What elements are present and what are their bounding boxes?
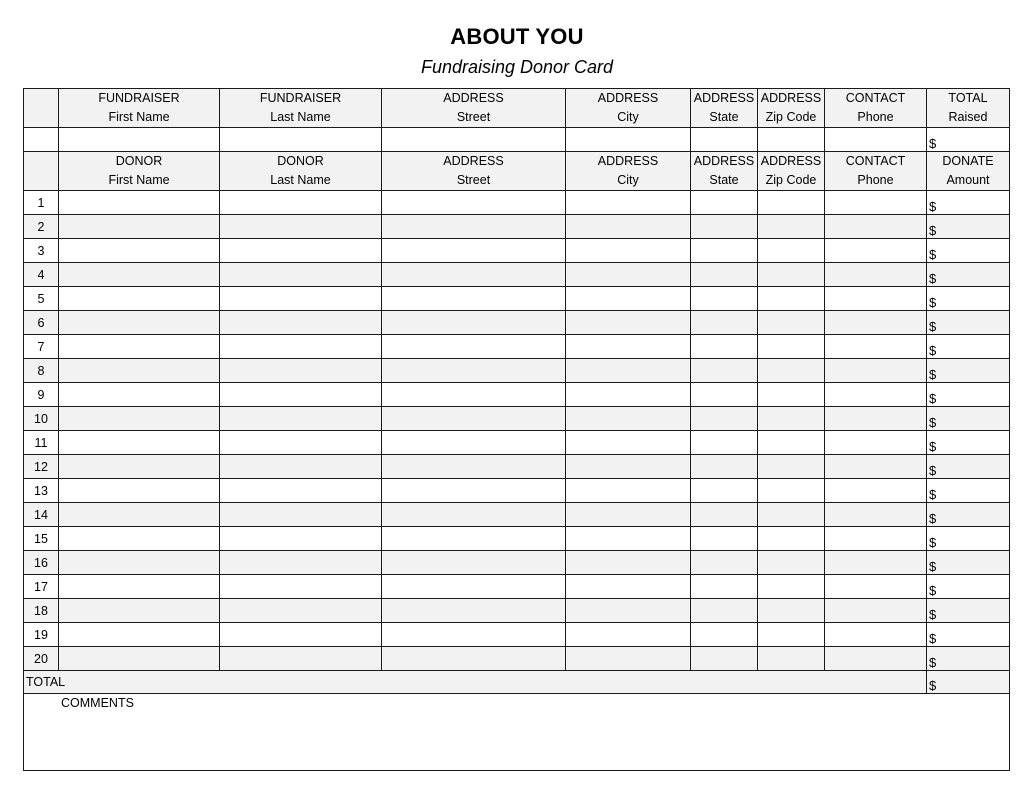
donor-last-name-field[interactable]	[220, 479, 382, 503]
fundraiser-zip-field[interactable]	[758, 128, 825, 152]
donate-amount-field[interactable]: $	[927, 479, 1010, 503]
donor-street-header: ADDRESS Street	[382, 152, 566, 191]
donor-street-field[interactable]	[382, 527, 566, 551]
donor-street-field[interactable]	[382, 431, 566, 455]
donor-street-field[interactable]	[382, 239, 566, 263]
donor-state-field[interactable]	[691, 287, 758, 311]
donor-phone-field[interactable]	[825, 359, 927, 383]
row-number: 2	[24, 215, 59, 239]
fundraiser-phone-header: CONTACT Phone	[825, 89, 927, 128]
row-number: 13	[24, 479, 59, 503]
donor-street-field[interactable]	[382, 383, 566, 407]
donor-phone-field[interactable]	[825, 263, 927, 287]
donor-zip-field[interactable]	[758, 575, 825, 599]
donor-street-field[interactable]	[382, 287, 566, 311]
donor-phone-field[interactable]	[825, 215, 927, 239]
fundraiser-total-raised-field[interactable]: $	[927, 128, 1010, 152]
donor-last-name-field[interactable]	[220, 263, 382, 287]
donor-street-field[interactable]	[382, 263, 566, 287]
donor-street-field[interactable]	[382, 503, 566, 527]
donor-state-field[interactable]	[691, 479, 758, 503]
donor-first-name-field[interactable]	[59, 647, 220, 671]
donor-first-name-field[interactable]	[59, 383, 220, 407]
donor-last-name-field[interactable]	[220, 383, 382, 407]
fundraiser-state-header: ADDRESS State	[691, 89, 758, 128]
donor-city-field[interactable]	[566, 599, 691, 623]
fundraiser-state-field[interactable]	[691, 128, 758, 152]
row-number: 19	[24, 623, 59, 647]
donor-street-field[interactable]	[382, 575, 566, 599]
donor-first-name-field[interactable]	[59, 479, 220, 503]
donor-city-field[interactable]	[566, 215, 691, 239]
donor-zip-field[interactable]	[758, 551, 825, 575]
donate-amount-field[interactable]: $	[927, 455, 1010, 479]
donor-first-name-field[interactable]	[59, 287, 220, 311]
donor-state-field[interactable]	[691, 215, 758, 239]
donor-phone-field[interactable]	[825, 599, 927, 623]
fundraiser-last-name-field[interactable]	[220, 128, 382, 152]
fundraiser-street-field[interactable]	[382, 128, 566, 152]
table-row	[24, 311, 1010, 335]
donor-city-field[interactable]	[566, 383, 691, 407]
comments-row	[24, 694, 1010, 771]
donor-last-name-field[interactable]	[220, 239, 382, 263]
donor-street-field[interactable]	[382, 479, 566, 503]
donor-state-header: ADDRESS State	[691, 152, 758, 191]
donate-amount-field[interactable]: $	[927, 527, 1010, 551]
row-number: 7	[24, 335, 59, 359]
donor-first-name-field[interactable]	[59, 215, 220, 239]
donor-first-name-field[interactable]	[59, 431, 220, 455]
donor-last-name-field[interactable]	[220, 191, 382, 215]
donate-amount-field[interactable]: $	[927, 191, 1010, 215]
donor-first-name-field[interactable]	[59, 335, 220, 359]
donor-city-field[interactable]	[566, 575, 691, 599]
donate-amount-field[interactable]: $	[927, 383, 1010, 407]
donor-state-field[interactable]	[691, 359, 758, 383]
donor-phone-header: CONTACT Phone	[825, 152, 927, 191]
donor-zip-field[interactable]	[758, 407, 825, 431]
donor-header-row	[24, 152, 1010, 191]
donor-last-name-field[interactable]	[220, 623, 382, 647]
donate-amount-field[interactable]: $	[927, 503, 1010, 527]
donor-last-name-field[interactable]	[220, 287, 382, 311]
donor-phone-field[interactable]	[825, 503, 927, 527]
table-row	[24, 527, 1010, 551]
donor-last-name-field[interactable]	[220, 575, 382, 599]
donor-city-field[interactable]	[566, 431, 691, 455]
total-amount-field[interactable]: $	[927, 671, 1010, 694]
table-row	[24, 407, 1010, 431]
donor-zip-field[interactable]	[758, 239, 825, 263]
donor-state-field[interactable]	[691, 551, 758, 575]
fundraiser-entry-blank	[24, 128, 59, 152]
row-number: 14	[24, 503, 59, 527]
donor-city-field[interactable]	[566, 455, 691, 479]
donor-city-field[interactable]	[566, 407, 691, 431]
donor-phone-field[interactable]	[825, 383, 927, 407]
table-row	[24, 359, 1010, 383]
fundraiser-phone-field[interactable]	[825, 128, 927, 152]
donor-city-field[interactable]	[566, 191, 691, 215]
donor-first-name-field[interactable]	[59, 239, 220, 263]
fundraiser-city-field[interactable]	[566, 128, 691, 152]
donor-first-name-field[interactable]	[59, 551, 220, 575]
donor-last-name-field[interactable]	[220, 599, 382, 623]
donor-zip-field[interactable]	[758, 455, 825, 479]
donor-first-name-field[interactable]	[59, 359, 220, 383]
donor-zip-field[interactable]	[758, 527, 825, 551]
donor-street-field[interactable]	[382, 335, 566, 359]
donate-amount-field[interactable]: $	[927, 311, 1010, 335]
donor-phone-field[interactable]	[825, 287, 927, 311]
donor-state-field[interactable]	[691, 191, 758, 215]
donor-first-name-field[interactable]	[59, 599, 220, 623]
donor-header-blank-cell	[24, 152, 59, 191]
donor-last-name-field[interactable]	[220, 311, 382, 335]
fundraiser-first-name-header: FUNDRAISER First Name	[59, 89, 220, 128]
donate-amount-field[interactable]: $	[927, 407, 1010, 431]
donor-city-field[interactable]	[566, 335, 691, 359]
donor-city-field[interactable]	[566, 287, 691, 311]
row-number: 18	[24, 599, 59, 623]
donor-city-field[interactable]	[566, 551, 691, 575]
donate-amount-field[interactable]: $	[927, 623, 1010, 647]
row-number: 17	[24, 575, 59, 599]
row-number: 11	[24, 431, 59, 455]
row-number: 8	[24, 359, 59, 383]
donor-street-field[interactable]	[382, 311, 566, 335]
donor-zip-field[interactable]	[758, 215, 825, 239]
donor-city-field[interactable]	[566, 479, 691, 503]
donor-city-field[interactable]	[566, 359, 691, 383]
donor-first-name-field[interactable]	[59, 503, 220, 527]
row-number: 1	[24, 191, 59, 215]
donor-first-name-field[interactable]	[59, 263, 220, 287]
donor-city-field[interactable]	[566, 527, 691, 551]
fundraiser-total-raised-header: TOTAL Raised	[927, 89, 1010, 128]
donor-city-header: ADDRESS City	[566, 152, 691, 191]
table-row	[24, 431, 1010, 455]
donor-first-name-header: DONOR First Name	[59, 152, 220, 191]
donor-state-field[interactable]	[691, 407, 758, 431]
donor-city-field[interactable]	[566, 239, 691, 263]
table-row	[24, 263, 1010, 287]
donate-amount-field[interactable]: $	[927, 575, 1010, 599]
donor-first-name-field[interactable]	[59, 455, 220, 479]
donor-state-field[interactable]	[691, 455, 758, 479]
header-blank-cell	[24, 89, 59, 128]
donor-state-field[interactable]	[691, 503, 758, 527]
donor-state-field[interactable]	[691, 647, 758, 671]
donor-phone-field[interactable]	[825, 191, 927, 215]
donor-last-name-field[interactable]	[220, 527, 382, 551]
donor-street-field[interactable]	[382, 551, 566, 575]
row-number: 12	[24, 455, 59, 479]
row-number: 6	[24, 311, 59, 335]
donor-phone-field[interactable]	[825, 335, 927, 359]
donate-amount-field[interactable]: $	[927, 215, 1010, 239]
fundraiser-header-row	[24, 89, 1010, 128]
donor-state-field[interactable]	[691, 383, 758, 407]
donor-last-name-field[interactable]	[220, 215, 382, 239]
donor-street-field[interactable]	[382, 599, 566, 623]
donor-first-name-field[interactable]	[59, 575, 220, 599]
donor-zip-field[interactable]	[758, 311, 825, 335]
comments-label: COMMENTS	[61, 696, 134, 710]
donor-state-field[interactable]	[691, 335, 758, 359]
fundraiser-zip-header: ADDRESS Zip Code	[758, 89, 825, 128]
row-number: 3	[24, 239, 59, 263]
donor-zip-field[interactable]	[758, 503, 825, 527]
donor-first-name-field[interactable]	[59, 311, 220, 335]
donate-amount-field[interactable]: $	[927, 359, 1010, 383]
donor-city-field[interactable]	[566, 503, 691, 527]
fundraiser-entry-row	[24, 128, 1010, 152]
donate-amount-field[interactable]: $	[927, 431, 1010, 455]
donate-amount-header: DONATE Amount	[927, 152, 1010, 191]
donor-zip-field[interactable]	[758, 191, 825, 215]
row-number: 20	[24, 647, 59, 671]
donor-state-field[interactable]	[691, 599, 758, 623]
donor-street-field[interactable]	[382, 359, 566, 383]
table-row	[24, 575, 1010, 599]
table-row	[24, 503, 1010, 527]
donor-state-field[interactable]	[691, 311, 758, 335]
donor-last-name-field[interactable]	[220, 431, 382, 455]
row-number: 16	[24, 551, 59, 575]
donate-amount-field[interactable]: $	[927, 599, 1010, 623]
donor-state-field[interactable]	[691, 575, 758, 599]
table-row	[24, 287, 1010, 311]
donor-zip-field[interactable]	[758, 623, 825, 647]
donor-zip-field[interactable]	[758, 647, 825, 671]
comments-field[interactable]	[24, 694, 1010, 771]
table-row	[24, 455, 1010, 479]
table-row	[24, 239, 1010, 263]
donor-zip-field[interactable]	[758, 383, 825, 407]
donor-last-name-field[interactable]	[220, 647, 382, 671]
table-row	[24, 383, 1010, 407]
donor-street-field[interactable]	[382, 623, 566, 647]
page-title: ABOUT YOU	[450, 24, 584, 49]
donor-phone-field[interactable]	[825, 479, 927, 503]
donor-last-name-field[interactable]	[220, 335, 382, 359]
donate-amount-field[interactable]: $	[927, 647, 1010, 671]
table-row	[24, 215, 1010, 239]
donor-state-field[interactable]	[691, 623, 758, 647]
table-row	[24, 335, 1010, 359]
donor-zip-field[interactable]	[758, 359, 825, 383]
table-row	[24, 623, 1010, 647]
row-number: 5	[24, 287, 59, 311]
donor-phone-field[interactable]	[825, 527, 927, 551]
donor-first-name-field[interactable]	[59, 407, 220, 431]
donor-phone-field[interactable]	[825, 455, 927, 479]
donor-last-name-header: DONOR Last Name	[220, 152, 382, 191]
donor-phone-field[interactable]	[825, 431, 927, 455]
donate-amount-field[interactable]: $	[927, 239, 1010, 263]
row-number: 9	[24, 383, 59, 407]
fundraiser-first-name-field[interactable]	[59, 128, 220, 152]
donor-phone-field[interactable]	[825, 311, 927, 335]
total-label: TOTAL	[24, 671, 927, 694]
table-row	[24, 551, 1010, 575]
donor-street-field[interactable]	[382, 647, 566, 671]
donor-zip-field[interactable]	[758, 263, 825, 287]
donor-phone-field[interactable]	[825, 647, 927, 671]
donor-first-name-field[interactable]	[59, 527, 220, 551]
donor-phone-field[interactable]	[825, 575, 927, 599]
donor-city-field[interactable]	[566, 623, 691, 647]
table-row	[24, 599, 1010, 623]
fundraiser-city-header: ADDRESS City	[566, 89, 691, 128]
donor-zip-field[interactable]	[758, 479, 825, 503]
donor-phone-field[interactable]	[825, 551, 927, 575]
donor-zip-header: ADDRESS Zip Code	[758, 152, 825, 191]
total-row	[24, 671, 1010, 694]
row-number: 10	[24, 407, 59, 431]
donor-card-table	[23, 88, 1010, 771]
donor-first-name-field[interactable]	[59, 623, 220, 647]
donor-city-field[interactable]	[566, 647, 691, 671]
donor-city-field[interactable]	[566, 311, 691, 335]
donor-last-name-field[interactable]	[220, 407, 382, 431]
donor-street-field[interactable]	[382, 191, 566, 215]
donor-zip-field[interactable]	[758, 335, 825, 359]
donor-last-name-field[interactable]	[220, 503, 382, 527]
donor-last-name-field[interactable]	[220, 551, 382, 575]
table-row	[24, 191, 1010, 215]
donate-amount-field[interactable]: $	[927, 335, 1010, 359]
donor-state-field[interactable]	[691, 527, 758, 551]
donate-amount-field[interactable]: $	[927, 287, 1010, 311]
table-row	[24, 479, 1010, 503]
donor-phone-field[interactable]	[825, 623, 927, 647]
donor-phone-field[interactable]	[825, 407, 927, 431]
donate-amount-field[interactable]: $	[927, 263, 1010, 287]
table-row	[24, 647, 1010, 671]
fundraiser-street-header: ADDRESS Street	[382, 89, 566, 128]
donor-state-field[interactable]	[691, 431, 758, 455]
donor-state-field[interactable]	[691, 263, 758, 287]
donor-street-field[interactable]	[382, 407, 566, 431]
donor-zip-field[interactable]	[758, 599, 825, 623]
donor-zip-field[interactable]	[758, 287, 825, 311]
donor-city-field[interactable]	[566, 263, 691, 287]
donor-zip-field[interactable]	[758, 431, 825, 455]
donor-last-name-field[interactable]	[220, 359, 382, 383]
fundraiser-last-name-header: FUNDRAISER Last Name	[220, 89, 382, 128]
donate-amount-field[interactable]: $	[927, 551, 1010, 575]
donor-street-field[interactable]	[382, 215, 566, 239]
page-subtitle: Fundraising Donor Card	[420, 57, 614, 77]
donor-state-field[interactable]	[691, 239, 758, 263]
donor-street-field[interactable]	[382, 455, 566, 479]
donor-last-name-field[interactable]	[220, 455, 382, 479]
row-number: 4	[24, 263, 59, 287]
donor-first-name-field[interactable]	[59, 191, 220, 215]
donor-phone-field[interactable]	[825, 239, 927, 263]
row-number: 15	[24, 527, 59, 551]
